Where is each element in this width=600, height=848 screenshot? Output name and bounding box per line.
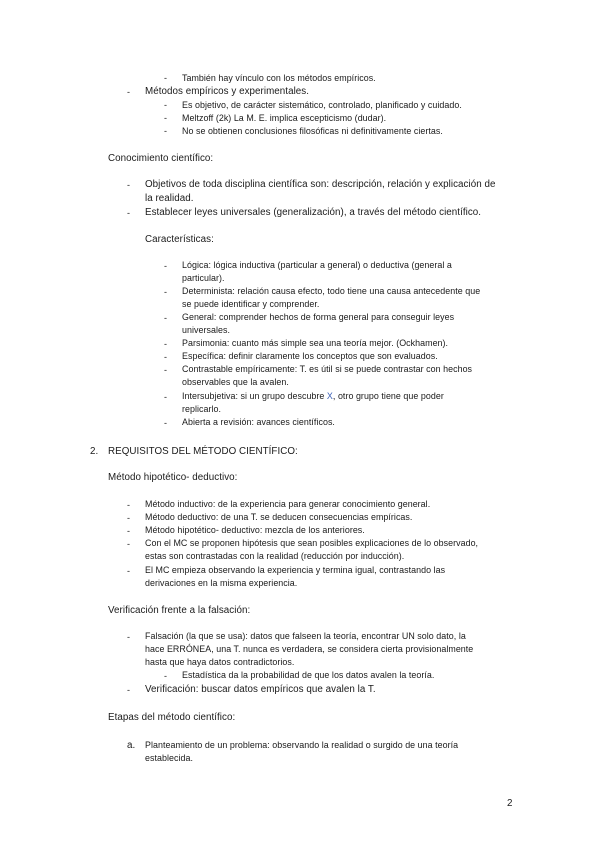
bullet-dash: - — [127, 87, 130, 97]
bullet-dash: - — [164, 365, 167, 375]
bullet-dash: - — [127, 539, 130, 549]
bullet-dash: - — [127, 208, 130, 218]
list-letter: a. — [127, 740, 136, 751]
bullet-dash: - — [127, 685, 130, 695]
bullet-dash: - — [127, 500, 130, 510]
bullet-dash: - — [164, 287, 167, 297]
text-part: , otro grupo tiene que poder — [332, 391, 444, 401]
bullet-text: El MC empieza observando la experiencia y termina igual, contrastando las — [145, 565, 446, 575]
sub-bullet-text: Parsimonia: cuanto más simple sea una teoría mejor. (Ockhamen). — [182, 338, 449, 348]
bullet-dash: - — [127, 632, 130, 642]
bullet-text: Establecer leyes universales (generalización), a través del método científico. — [145, 207, 482, 218]
sub-bullet-text: General: comprender hechos de forma general para conseguir leyes — [182, 312, 455, 322]
sub-bullet-text: Es objetivo, de carácter sistemático, controlado, planificado y cuidado. — [182, 100, 462, 110]
bullet-dash: - — [127, 513, 130, 523]
bullet-text: Falsación (la que se usa): datos que falseen la teoría, encontrar UN solo dato, la — [145, 631, 466, 641]
sub-bullet-text-cont: universales. — [182, 325, 230, 335]
bullet-dash: - — [164, 100, 167, 110]
sub-bullet-text: Determinista: relación causa efecto, todo tiene una causa antecedente que — [182, 286, 481, 296]
bullet-dash: - — [164, 126, 167, 136]
bullet-dash: - — [164, 339, 167, 349]
bullet-text: Verificación: buscar datos empíricos que avalen la T. — [145, 684, 376, 695]
bullet-dash: - — [127, 566, 130, 576]
bullet-dash: - — [164, 313, 167, 323]
bullet-text-cont: hasta que haya datos contradictorios. — [145, 657, 295, 667]
sub-bullet-text: Específica: definir claramente los conceptos que son evaluados. — [182, 351, 438, 361]
sub-bullet-text: También hay vínculo con los métodos empíricos. — [182, 73, 376, 83]
sub-bullet-text-cont: se puede identificar y comprender. — [182, 299, 320, 309]
page-number: 2 — [507, 798, 513, 809]
sub-bullet-text: Abierta a revisión: avances científicos. — [182, 417, 335, 427]
highlight-x: X — [326, 391, 333, 401]
bullet-dash: - — [164, 392, 167, 402]
subsection-heading: Verificación frente a la falsación: — [108, 605, 251, 616]
sub-bullet-text: Meltzoff (2k) La M. E. implica escepticismo (dudar). — [182, 113, 387, 123]
section-number: 2. — [90, 446, 99, 457]
bullet-text: Método hipotético- deductivo: mezcla de los anteriores. — [145, 525, 365, 535]
bullet-dash: - — [164, 352, 167, 362]
bullet-dash: - — [127, 526, 130, 536]
sub-bullet-text-cont: observables que la avalen. — [182, 377, 289, 387]
list-item-text-cont: establecida. — [145, 753, 193, 763]
bullet-text: Método deductivo: de una T. se deducen consecuencias empíricas. — [145, 512, 413, 522]
section-title: REQUISITOS DEL MÉTODO CIENTÍFICO: — [108, 446, 298, 457]
bullet-text-cont: hace ERRÓNEA, una T. nunca es verdadera, se considera cierta provisionalmente — [145, 644, 474, 654]
subsection-heading: Etapas del método científico: — [108, 712, 236, 723]
sub-bullet-text: Estadística da la probabilidad de que los datos avalen la teoría. — [182, 670, 435, 680]
bullet-dash: - — [127, 180, 130, 190]
subsection-heading: Método hipotético- deductivo: — [108, 472, 238, 483]
bullet-text: Con el MC se proponen hipótesis que sean posibles explicaciones de lo observado, — [145, 538, 479, 548]
sub-bullet-text: No se obtienen conclusiones filosóficas ni definitivamente ciertas. — [182, 126, 443, 136]
bullet-text-cont: estas son contrastadas con la realidad (reducción por inducción). — [145, 551, 405, 561]
sub-bullet-text: Lógica: lógica inductiva (particular a general) o deductiva (general a — [182, 260, 452, 270]
bullet-text: Métodos empíricos y experimentales. — [145, 86, 310, 97]
bullet-dash: - — [164, 261, 167, 271]
sub-bullet-text-cont: particular). — [182, 273, 225, 283]
subsection-heading: Características: — [145, 234, 214, 245]
bullet-dash: - — [164, 671, 167, 681]
bullet-dash: - — [164, 418, 167, 428]
bullet-dash: - — [164, 73, 167, 83]
text-part: Intersubjetiva: si un grupo descubre — [182, 391, 327, 401]
bullet-dash: - — [164, 113, 167, 123]
bullet-text: Objetivos de toda disciplina científica son: descripción, relación y explicación de — [145, 179, 496, 190]
section-heading: Conocimiento científico: — [108, 153, 214, 164]
list-item-text: Planteamiento de un problema: observando la realidad o surgido de una teoría — [145, 740, 459, 750]
sub-bullet-text — [182, 391, 444, 402]
bullet-text-cont: la realidad. — [145, 193, 194, 204]
bullet-text: Método inductivo: de la experiencia para generar conocimiento general. — [145, 499, 431, 509]
bullet-text-cont: derivaciones en la misma experiencia. — [145, 578, 298, 588]
sub-bullet-text-cont: replicarlo. — [182, 404, 222, 414]
sub-bullet-text: Contrastable empíricamente: T. es útil si se puede contrastar con hechos — [182, 364, 473, 374]
